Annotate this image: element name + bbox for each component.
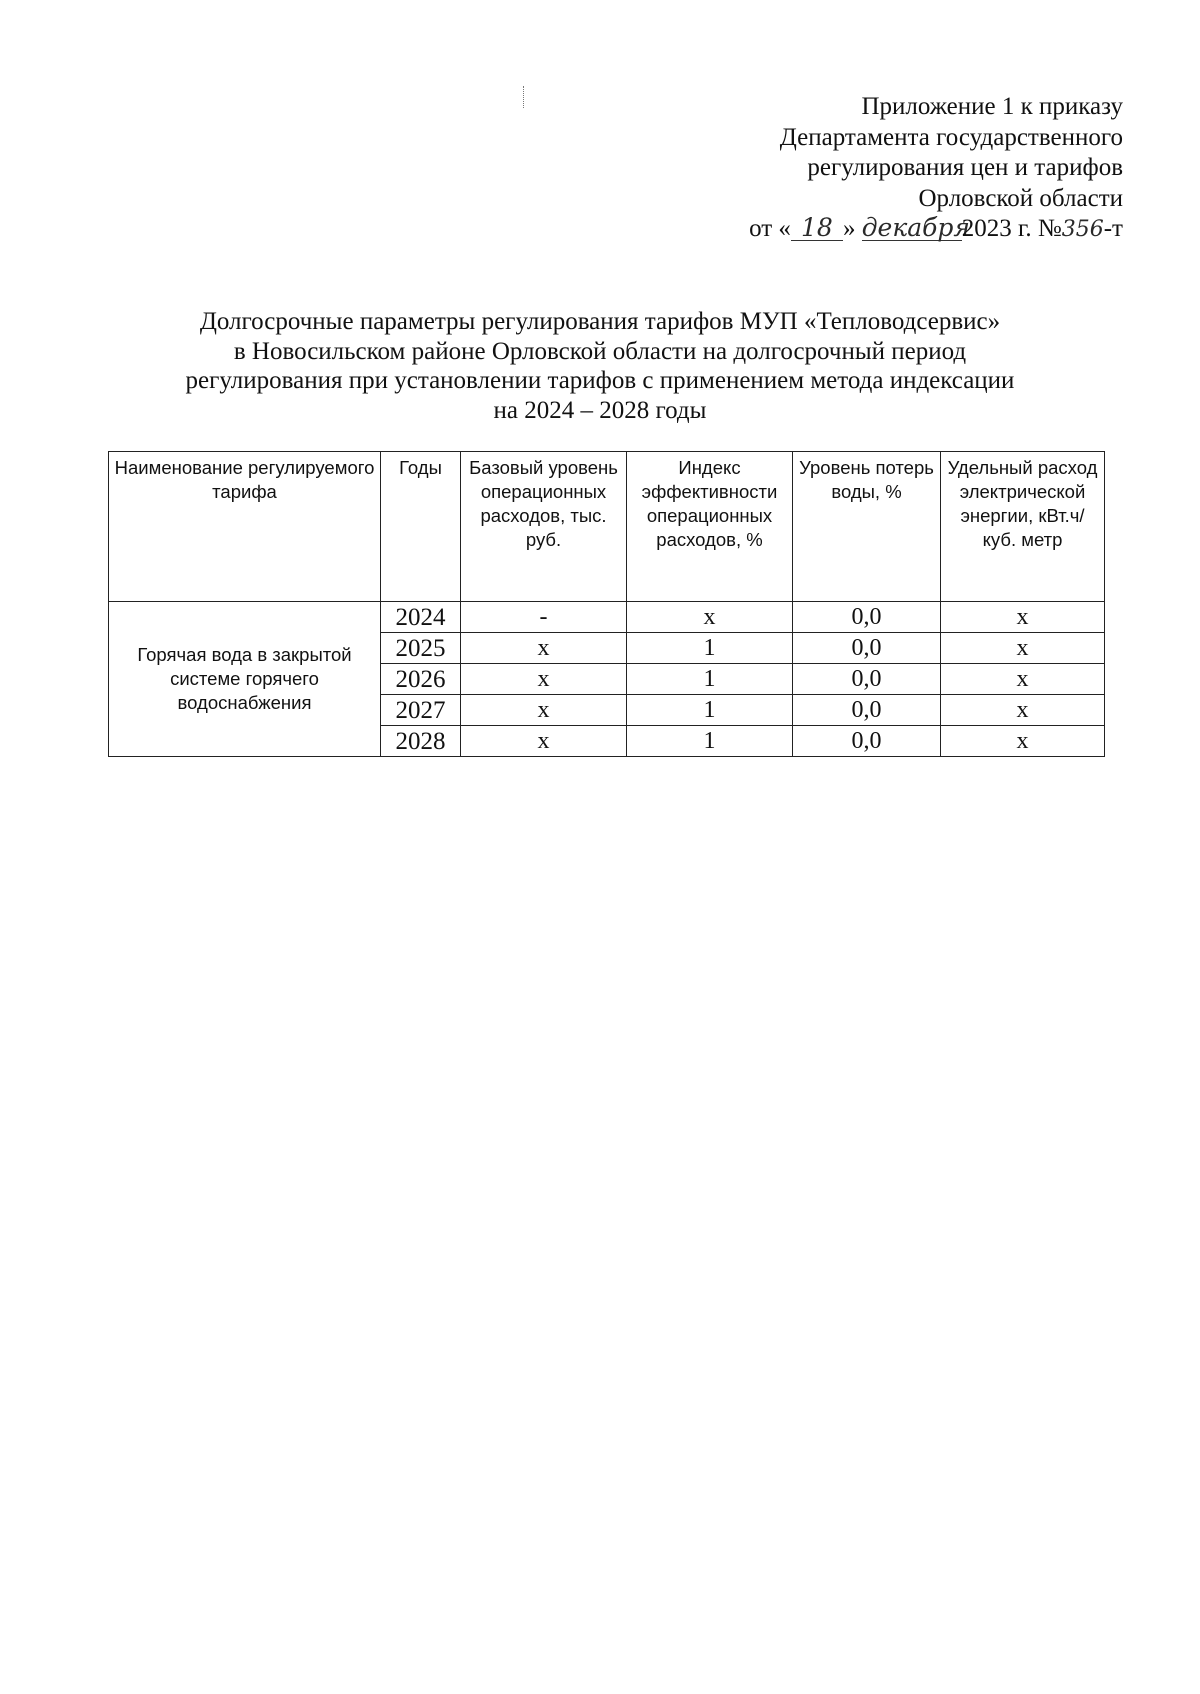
energy-cell: x	[941, 664, 1105, 695]
header-efficiency-index: Индекс эффективности операционных расходов, %	[627, 452, 793, 602]
efficiency-index-cell: 1	[627, 695, 793, 726]
handwritten-day: 18	[791, 216, 843, 241]
year-cell: 2028	[381, 726, 461, 757]
table-header-row	[109, 452, 1105, 602]
date-prefix: от «	[749, 215, 791, 242]
year-cell: 2027	[381, 695, 461, 726]
appendix-line-4: Орловской области	[918, 184, 1123, 212]
header-energy: Удельный расход электрической энергии, кВт.ч/куб. метр	[941, 452, 1105, 602]
title-line-2: в Новосильском районе Орловской области на долгосрочный период	[233, 337, 967, 365]
energy-cell: x	[941, 633, 1105, 664]
table-row	[109, 602, 1105, 633]
title-line-3: регулирования при установлении тарифов с применением метода индексации	[185, 367, 1015, 394]
header-water-loss: Уровень потерь воды, %	[793, 452, 941, 602]
page-mark	[523, 86, 526, 108]
handwritten-month: декабря	[861, 213, 970, 242]
document-title	[130, 307, 1070, 425]
appendix-line-2: Департамента государственного	[779, 123, 1123, 151]
year-cell: 2026	[381, 664, 461, 695]
header-years: Годы	[381, 452, 461, 602]
efficiency-index-cell: 1	[627, 664, 793, 695]
tariff-name-cell: Горячая вода в закрытой системе горячего водоснабжения	[109, 602, 381, 757]
energy-cell: x	[941, 602, 1105, 633]
base-cost-cell: x	[461, 695, 627, 726]
water-loss-cell: 0,0	[793, 695, 941, 726]
title-line-1: Долгосрочные параметры регулирования тарифов МУП «Тепловодсервис»	[199, 308, 1001, 335]
title-line-4: на 2024 – 2028 годы	[493, 396, 707, 424]
base-cost-cell: x	[461, 633, 627, 664]
year-cell: 2025	[381, 633, 461, 664]
order-date-line	[603, 214, 1123, 246]
water-loss-cell: 0,0	[793, 633, 941, 664]
efficiency-index-cell: 1	[627, 633, 793, 664]
water-loss-cell: 0,0	[793, 664, 941, 695]
year-cell: 2024	[381, 602, 461, 633]
base-cost-cell: -	[461, 602, 627, 633]
date-year: 2023 г. №	[961, 215, 1062, 242]
efficiency-index-cell: x	[627, 602, 793, 633]
appendix-line-3: регулирования цен и тарифов	[807, 154, 1123, 181]
appendix-line-1: Приложение 1 к приказу	[861, 93, 1123, 120]
water-loss-cell: 0,0	[793, 726, 941, 757]
base-cost-cell: x	[461, 664, 627, 695]
handwritten-order-number: 356	[1061, 217, 1104, 242]
base-cost-cell: x	[461, 726, 627, 757]
date-mid: »	[842, 215, 856, 242]
header-tariff-name: Наименование регулируемого тарифа	[109, 452, 381, 602]
order-suffix: -т	[1103, 215, 1123, 242]
energy-cell: x	[941, 726, 1105, 757]
water-loss-cell: 0,0	[793, 602, 941, 633]
efficiency-index-cell: 1	[627, 726, 793, 757]
appendix-block	[603, 92, 1123, 246]
header-base-cost: Базовый уровень операционных расходов, тыс. руб.	[461, 452, 627, 602]
tariff-parameters-table	[108, 451, 1105, 757]
energy-cell: x	[941, 695, 1105, 726]
